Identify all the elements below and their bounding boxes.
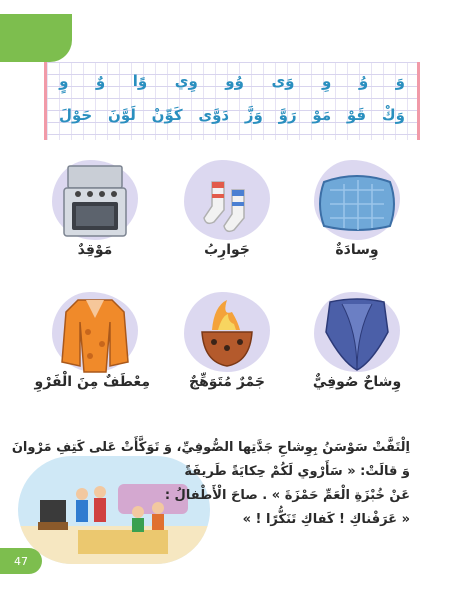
item-coat bbox=[34, 292, 150, 402]
syllable-cell: كَوِّنْ bbox=[151, 106, 183, 124]
socks-icon bbox=[172, 160, 282, 246]
shawl-icon bbox=[302, 292, 412, 378]
letter-practice-grid bbox=[44, 62, 420, 140]
letter-row-2 bbox=[59, 106, 405, 124]
fire-pot-icon bbox=[172, 292, 282, 378]
syllable-cell: مَوْ bbox=[312, 106, 332, 124]
page-number: 47 bbox=[0, 548, 42, 574]
item-shawl bbox=[302, 292, 412, 402]
word-label: جَوارِبُ bbox=[204, 242, 250, 258]
word-label: مَوْقِدٌ bbox=[77, 242, 113, 258]
letter-cell: وِ bbox=[322, 72, 332, 90]
word-label: مِعْطَفٌ مِنَ الْفَرْوِ bbox=[34, 374, 150, 390]
item-pillow bbox=[302, 160, 412, 270]
word-label: وِشاحٌ صُوفِيٌّ bbox=[312, 374, 402, 390]
syllable-cell: قَوْ bbox=[346, 106, 367, 124]
syllable-cell: لَوَّنَ bbox=[108, 106, 136, 124]
syllable-cell: دَوَّى bbox=[198, 106, 230, 124]
letter-cell: وٍ bbox=[59, 72, 69, 90]
item-socks bbox=[172, 160, 282, 270]
word-label: جَمْرٌ مُتَوَهِّجٌ bbox=[188, 374, 265, 390]
fur-coat-icon bbox=[40, 292, 150, 378]
letter-cell: وِي bbox=[174, 72, 198, 90]
stove-icon bbox=[40, 160, 150, 246]
letter-cell: وَى bbox=[271, 72, 295, 90]
letter-cell: وٌ bbox=[95, 72, 106, 90]
story-line-4: « عَرَفْناكِ ! كَفاكِ تَنَكُّرًا ! » bbox=[242, 512, 410, 527]
story-line-3: عَنْ خُبْزَةِ الْعَمِّ حَمْزَةَ » . صاحَ الْأَطْفالُ : bbox=[164, 488, 410, 503]
chapter-tab bbox=[0, 14, 72, 62]
item-embers bbox=[172, 292, 282, 402]
syllable-cell: وَكْ bbox=[381, 106, 405, 124]
story-paragraph bbox=[11, 436, 410, 532]
item-stove bbox=[40, 160, 150, 270]
syllable-cell: رَوَّ bbox=[278, 106, 297, 124]
letter-cell: وَ bbox=[395, 72, 405, 90]
syllable-cell: حَوْلَ bbox=[59, 106, 93, 124]
letter-row-1 bbox=[59, 72, 405, 90]
syllable-cell: وَزَّ bbox=[244, 106, 263, 124]
story-line-2: وَ قالَتْ: « سَأَرْوي لَكُمْ حِكايَةً طَريفَةً bbox=[184, 464, 410, 479]
letter-cell: وًا bbox=[132, 72, 148, 90]
story-line-1: اِلْتَفَّتْ سَوْسَنُ بِوِشاحِ جَدَّتِها الصُّوفِيِّ، وَ تَوَكَّأَتْ عَلى كَتِفِ مَرْوانَ bbox=[11, 440, 410, 455]
letter-cell: وُو bbox=[225, 72, 244, 90]
letter-cell: وُ bbox=[358, 72, 369, 90]
pillow-icon bbox=[302, 160, 412, 246]
word-label: وِسادَةٌ bbox=[335, 242, 379, 258]
